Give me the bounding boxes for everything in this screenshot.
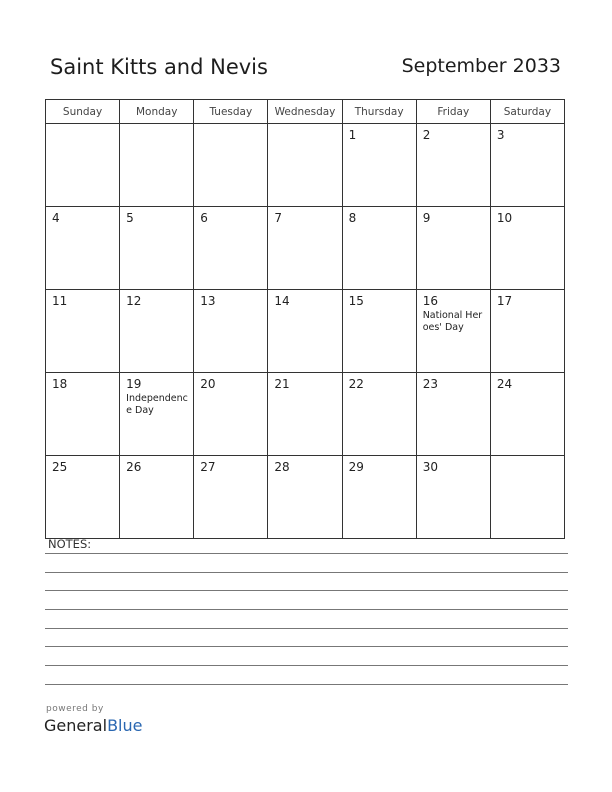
day-cell [120,124,194,207]
day-number: 11 [52,294,68,308]
day-number: 16 [422,294,438,308]
weekday-thursday: Thursday [342,100,416,124]
holiday-label: Independence Day [126,393,188,416]
day-number: 3 [496,128,505,142]
holiday-label: National Heroes' Day [422,310,483,333]
day-number: 24 [496,377,513,391]
powered-by-text: powered by [46,704,104,714]
notes-line [45,553,568,554]
day-number: 5 [126,211,134,225]
day-number: 15 [348,294,364,308]
notes-label: NOTES: [48,537,92,551]
brand-blue: Blue [107,716,143,735]
day-cell [342,290,416,373]
day-cell [46,373,120,456]
day-cell [194,124,268,207]
day-number: 4 [52,211,60,225]
day-cell [490,124,564,207]
day-cell [46,290,120,373]
day-cell [416,456,490,539]
month-title: September 2033 [401,55,561,77]
day-number: 18 [52,377,68,391]
notes-line [45,628,568,629]
day-number: 21 [274,377,290,391]
weekday-friday: Friday [416,100,490,124]
notes-line [45,572,568,573]
day-number: 1 [348,128,357,142]
day-cell [268,207,342,290]
day-cell [342,124,416,207]
day-number: 7 [274,211,283,225]
day-cell [194,456,268,539]
day-cell [46,456,120,539]
notes-line [45,646,568,647]
day-cell [120,456,194,539]
day-cell [120,290,194,373]
weekday-sunday: Sunday [46,100,120,124]
day-cell [120,207,194,290]
weekday-header-row [46,100,565,124]
weekday-wednesday: Wednesday [268,100,342,124]
day-number: 22 [348,377,364,391]
day-cell [194,207,268,290]
day-number: 9 [422,211,431,225]
day-cell [194,290,268,373]
day-cell [268,456,342,539]
day-number: 10 [496,211,513,225]
day-number: 12 [126,294,142,308]
day-cell [268,124,342,207]
week-row [46,207,565,290]
notes-line [45,590,568,591]
day-cell [490,373,564,456]
day-cell [490,456,564,539]
weekday-monday: Monday [120,100,194,124]
day-number: 29 [348,460,364,474]
day-cell [342,207,416,290]
day-number: 2 [422,128,431,142]
week-row [46,124,565,207]
brand-logo [44,716,142,735]
day-number: 23 [422,377,438,391]
day-number: 25 [52,460,68,474]
notes-line [45,665,568,666]
day-number: 14 [274,294,290,308]
day-cell [490,290,564,373]
day-cell [46,124,120,207]
weekday-saturday: Saturday [490,100,564,124]
calendar-grid [45,99,565,539]
notes-line [45,684,568,685]
day-number: 20 [200,377,216,391]
day-cell [342,373,416,456]
day-cell [46,207,120,290]
day-number: 26 [126,460,142,474]
week-row [46,373,565,456]
brand-general: General [44,716,108,735]
day-cell [342,456,416,539]
day-cell [416,373,490,456]
country-title: Saint Kitts and Nevis [50,55,268,79]
day-cell [490,207,564,290]
weekday-tuesday: Tuesday [194,100,268,124]
day-cell [120,373,194,456]
day-number: 27 [200,460,216,474]
day-cell [268,373,342,456]
day-number: 8 [348,211,357,225]
notes-line [45,609,568,610]
day-cell [194,373,268,456]
day-cell [416,290,490,373]
day-number: 13 [200,294,216,308]
day-number: 19 [126,377,142,391]
day-cell [416,207,490,290]
day-cell [416,124,490,207]
day-number: 17 [496,294,513,308]
day-number: 30 [422,460,438,474]
day-cell [268,290,342,373]
week-row [46,290,565,373]
week-row [46,456,565,539]
day-number: 6 [200,211,208,225]
day-number: 28 [274,460,290,474]
